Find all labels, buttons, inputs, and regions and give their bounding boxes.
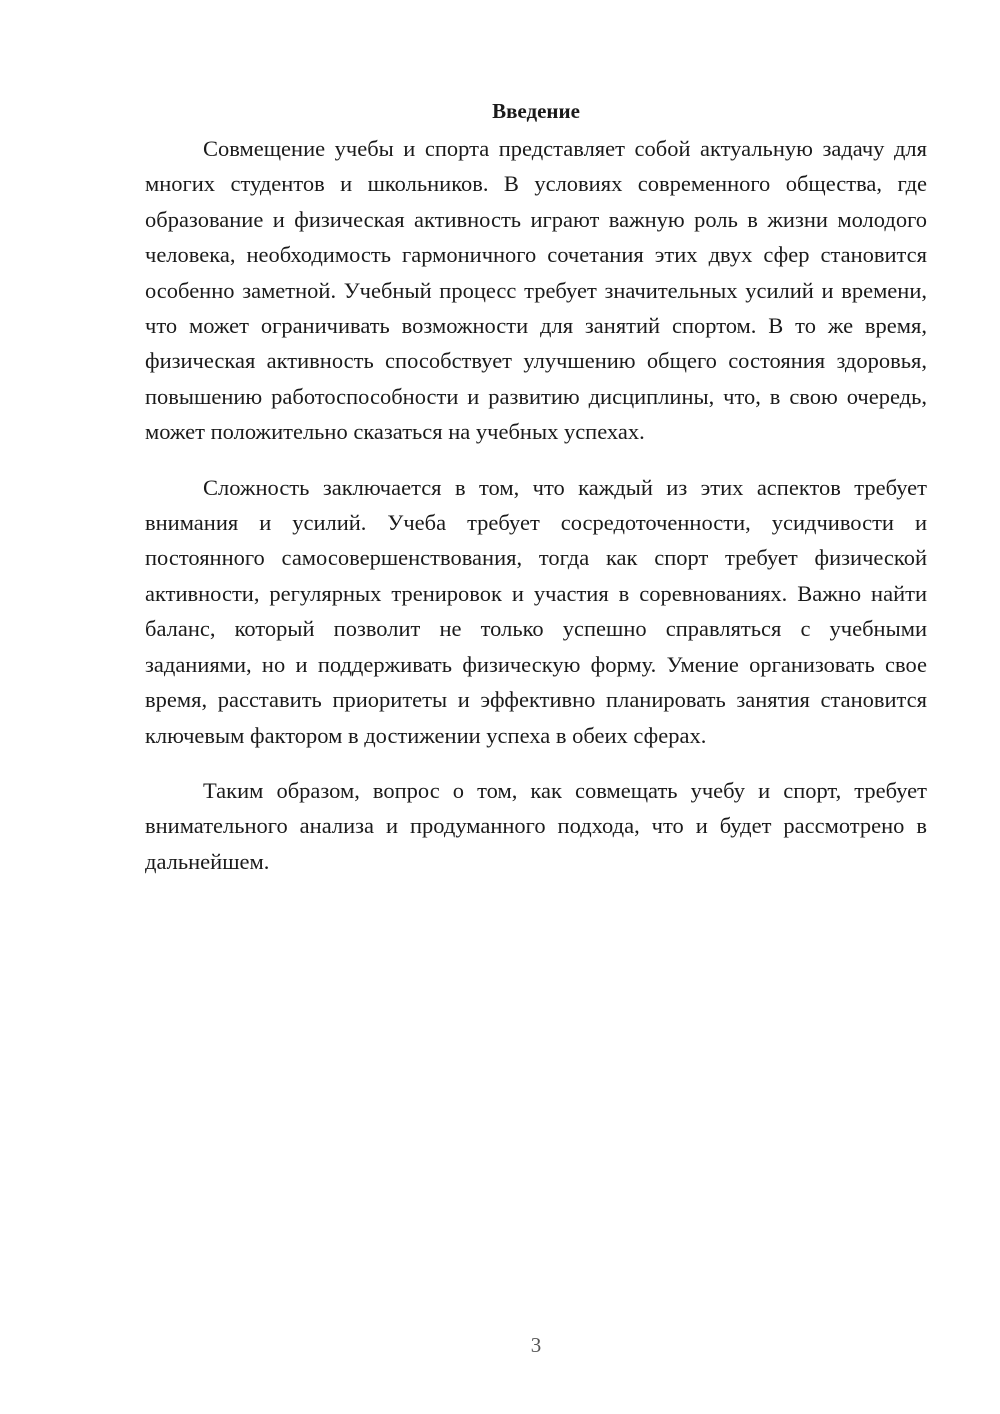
page-number: 3 [530, 1333, 542, 1357]
section-title: Введение [492, 99, 580, 123]
paragraph-3: Таким образом, вопрос о том, как совмещать учебу и спорт, требует внимательного анализа и продуманного подхода, что и будет рассмотрено в дальнейшем. [145, 777, 927, 874]
page-content [145, 94, 927, 899]
paragraph-2: Сложность заключается в том, что каждый из этих аспектов требует внимания и усилий. Учеба требует сосредоточенности, усидчивости и постоянного самосовершенствования, тогда как спорт требует физической активности, регулярных тренировок и участия в соревнованиях. Важно найти баланс, который позволит не только успешно справляться с учебными заданиями, но и поддерживать физическую форму. Умение организовать свое время, расставить приоритеты и эффективно планировать занятия становится ключевым фактором в достижении успеха в обеих сферах. [145, 474, 927, 748]
paragraph-1: Совмещение учебы и спорта представляет собой актуальную задачу для многих студентов и школьников. В условиях современного общества, где образование и физическая активность играют важную роль в жизни молодого человека, необходимость гармоничного сочетания этих двух сфер становится особенно заметной. Учебный процесс требует значительных усилий и времени, что может ограничивать возможности для занятий спортом. В то же время, физическая активность способствует улучшению общего состояния здоровья, повышению работоспособности и развитию дисциплины, что, в свою очередь, может положительно сказаться на учебных успехах. [145, 136, 927, 445]
